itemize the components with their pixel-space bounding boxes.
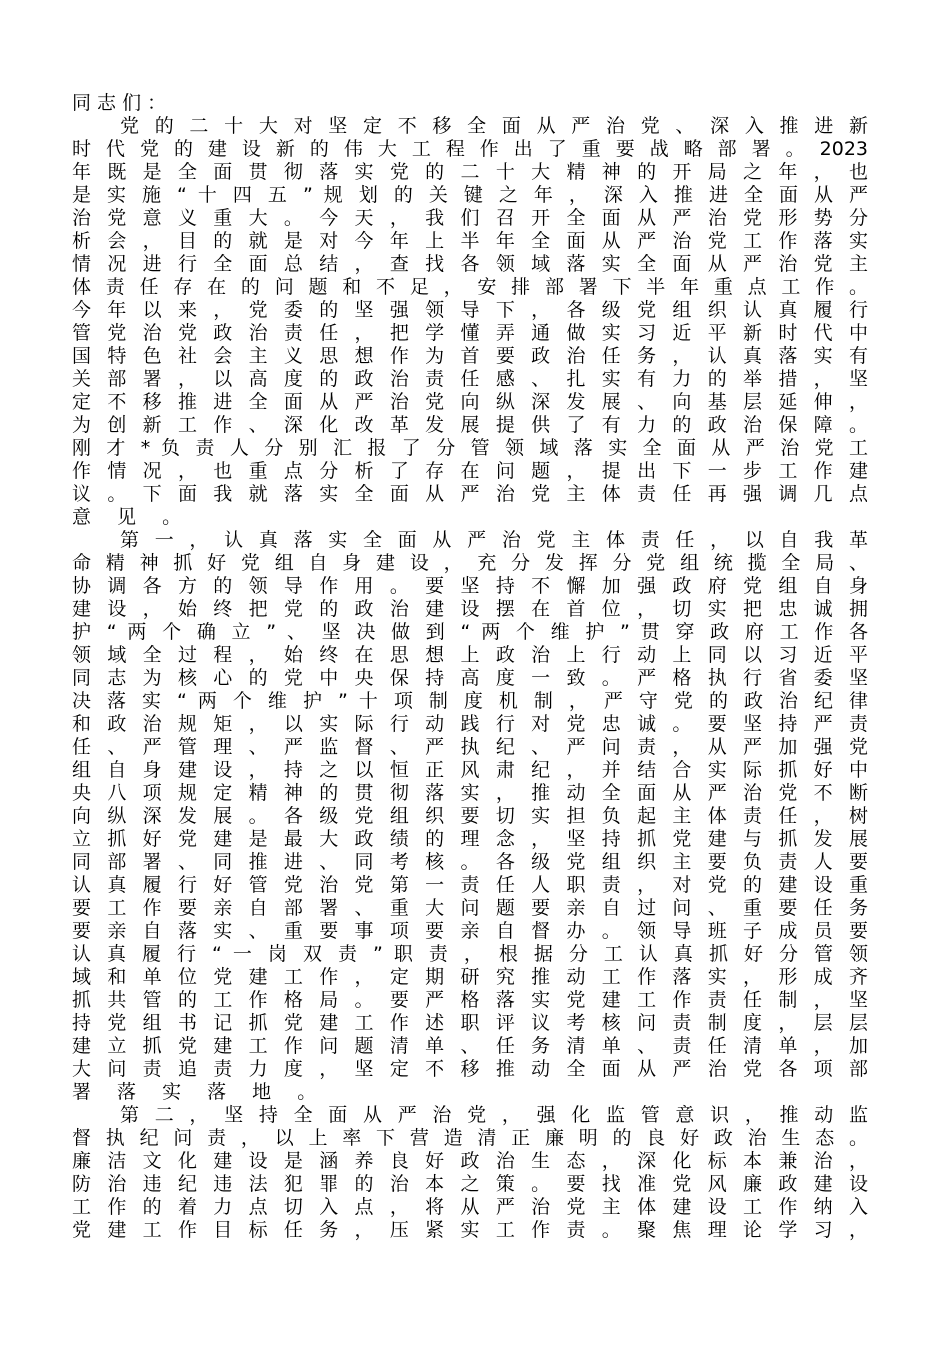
text-line: 署 落 实 落 地 。: [72, 1081, 327, 1103]
text-line: 认 真 履 行 好 管 党 治 党 第 一 责 任 人 职 责 ， 对 党 的 建 设 重: [72, 874, 868, 896]
text-line: 党 的 二 十 大 对 坚 定 不 移 全 面 从 严 治 党 、 深 入 推 进 新: [120, 115, 868, 137]
text-line: 意 见 。: [72, 506, 192, 528]
text-line: 同 部 署 、 同 推 进 、 同 考 核 。 各 级 党 组 织 主 要 负 责 人 要: [72, 851, 868, 873]
text-line: 情 况 进 行 全 面 总 结 ， 查 找 各 领 域 落 实 全 面 从 严 治 党 主: [72, 253, 868, 275]
text-line: 认 真 履 行 “ 一 岗 双 责 ” 职 责 ， 根 据 分 工 认 真 抓 好 分 管 领: [72, 943, 868, 965]
text-line: 时 代 党 的 建 设 新 的 伟 大 工 程 作 出 了 重 要 战 略 部 署 。 2023: [72, 138, 868, 160]
text-line: 工 作 的 着 力 点 切 入 点 ， 将 从 严 治 党 主 体 建 设 工 作 纳 入: [72, 1196, 868, 1218]
salutation: 同 志 们 ：: [72, 92, 167, 114]
text-line: 今 年 以 来 ， 党 委 的 坚 强 领 导 下 ， 各 级 党 组 织 认 真 履 行: [72, 299, 868, 321]
text-line: 大 问 责 追 责 力 度 ， 坚 定 不 移 推 动 全 面 从 严 治 党 各 项 部: [72, 1058, 868, 1080]
text-line: 和 政 治 规 矩 ， 以 实 际 行 动 践 行 对 党 忠 诚 。 要 坚 持 严 责: [72, 713, 868, 735]
text-line: 要 亲 自 落 实 、 重 要 事 项 要 亲 自 督 办 。 领 导 班 子 成 员 要: [72, 920, 868, 942]
text-line: 定 不 移 推 进 全 面 从 严 治 党 向 纵 深 发 展 、 向 基 层 延 伸 ，: [72, 391, 868, 413]
text-line: 领 域 全 过 程 ， 始 终 在 思 想 上 政 治 上 行 动 上 同 以 习 近 平: [72, 644, 868, 666]
text-line: 抓 共 管 的 工 作 格 局 。 要 严 格 落 实 党 建 工 作 责 任 制 ， 坚: [72, 989, 868, 1011]
text-line: 组 自 身 建 设 ， 持 之 以 恒 正 风 肃 纪 ， 并 结 合 实 际 抓 好 中: [72, 759, 868, 781]
text-line: 年 既 是 全 面 贯 彻 落 实 党 的 二 十 大 精 神 的 开 局 之 年 ， 也: [72, 161, 868, 183]
document-body: [72, 115, 868, 1242]
text-line: 析 会 ， 目 的 就 是 对 今 年 上 半 年 全 面 从 严 治 党 工 作 落 实: [72, 230, 868, 252]
text-line: 同 志 为 核 心 的 党 中 央 保 持 高 度 一 致 。 严 格 执 行 省 委 坚: [72, 667, 868, 689]
text-line: 建 设 ， 始 终 把 党 的 政 治 建 设 摆 在 首 位 ， 切 实 把 忠 诚 拥: [72, 598, 868, 620]
text-line: 为 创 新 工 作 、 深 化 改 革 发 展 提 供 了 有 力 的 政 治 保 障 。: [72, 414, 868, 436]
text-line: 防 治 违 纪 违 法 犯 罪 的 治 本 之 策 。 要 找 准 党 风 廉 政 建 设: [72, 1173, 868, 1195]
text-line: 第 二 ， 坚 持 全 面 从 严 治 党 ， 强 化 监 管 意 识 ， 推 动 监: [120, 1104, 868, 1126]
text-line: 域 和 单 位 党 建 工 作 ， 定 期 研 究 推 动 工 作 落 实 ， 形 成 齐: [72, 966, 868, 988]
text-line: 关 部 署 ， 以 高 度 的 政 治 责 任 感 、 扎 实 有 力 的 举 措 ， 坚: [72, 368, 868, 390]
text-line: 任 、 严 管 理 、 严 监 督 、 严 执 纪 、 严 问 责 ， 从 严 加 强 党: [72, 736, 868, 758]
text-line: 立 抓 好 党 建 是 最 大 政 绩 的 理 念 ， 坚 持 抓 党 建 与 抓 发 展: [72, 828, 868, 850]
text-line: 护 “ 两 个 确 立 ” 、 坚 决 做 到 “ 两 个 维 护 ” 贯 穿 政 府 工 作 各: [72, 621, 868, 643]
text-line: 国 特 色 社 会 主 义 思 想 作 为 首 要 政 治 任 务 ， 认 真 落 实 有: [72, 345, 868, 367]
text-line: 管 党 治 党 政 治 责 任 ， 把 学 懂 弄 通 做 实 习 近 平 新 时 代 中: [72, 322, 868, 344]
text-line: 央 八 项 规 定 精 神 的 贯 彻 落 实 ， 推 动 全 面 从 严 治 党 不 断: [72, 782, 868, 804]
text-line: 第 一 ， 认 真 落 实 全 面 从 严 治 党 主 体 责 任 ， 以 自 我 革: [120, 529, 868, 551]
document-page: [72, 92, 868, 1242]
text-line: 党 建 工 作 目 标 任 务 ， 压 紧 实 工 作 责 。 聚 焦 理 论 学 习 ，: [72, 1219, 868, 1241]
text-line: 体 责 任 存 在 的 问 题 和 不 足 ， 安 排 部 署 下 半 年 重 点 工 作 。: [72, 276, 868, 298]
text-line: 要 工 作 要 亲 自 部 署 、 重 大 问 题 要 亲 自 过 问 、 重 要 任 务: [72, 897, 868, 919]
text-line: 治 党 意 义 重 大 。 今 天 ， 我 们 召 开 全 面 从 严 治 党 形 势 分: [72, 207, 868, 229]
text-line: 协 调 各 方 的 领 导 作 用 。 要 坚 持 不 懈 加 强 政 府 党 组 自 身: [72, 575, 868, 597]
text-line: 督 执 纪 问 责 ， 以 上 率 下 营 造 清 正 廉 明 的 良 好 政 治 生 态 。: [72, 1127, 868, 1149]
text-line: 决 落 实 “ 两 个 维 护 ” 十 项 制 度 机 制 ， 严 守 党 的 政 治 纪 律: [72, 690, 868, 712]
text-line: 是 实 施 “ 十 四 五 ” 规 划 的 关 键 之 年 ， 深 入 推 进 全 面 从 严: [72, 184, 868, 206]
text-line: 廉 洁 文 化 建 设 是 涵 养 良 好 政 治 生 态 ， 深 化 标 本 兼 治 ，: [72, 1150, 868, 1172]
text-line: 向 纵 深 发 展 。 各 级 党 组 织 要 切 实 担 负 起 主 体 责 任 ， 树: [72, 805, 868, 827]
text-line: 持 党 组 书 记 抓 党 建 工 作 述 职 评 议 考 核 问 责 制 度 ， 层 层: [72, 1012, 868, 1034]
text-line: 作 情 况 ， 也 重 点 分 析 了 存 在 问 题 ， 提 出 下 一 步 工 作 建: [72, 460, 868, 482]
text-line: 建 立 抓 党 建 工 作 问 题 清 单 、 任 务 清 单 、 责 任 清 单 ， 加: [72, 1035, 868, 1057]
text-line: 刚 才 * 负 责 人 分 别 汇 报 了 分 管 领 域 落 实 全 面 从 严 治 党 工: [72, 437, 868, 459]
text-line: 命 精 神 抓 好 党 组 自 身 建 设 ， 充 分 发 挥 分 党 组 统 揽 全 局 、: [72, 552, 868, 574]
text-line: 议 。 下 面 我 就 落 实 全 面 从 严 治 党 主 体 责 任 再 强 调 几 点: [72, 483, 868, 505]
